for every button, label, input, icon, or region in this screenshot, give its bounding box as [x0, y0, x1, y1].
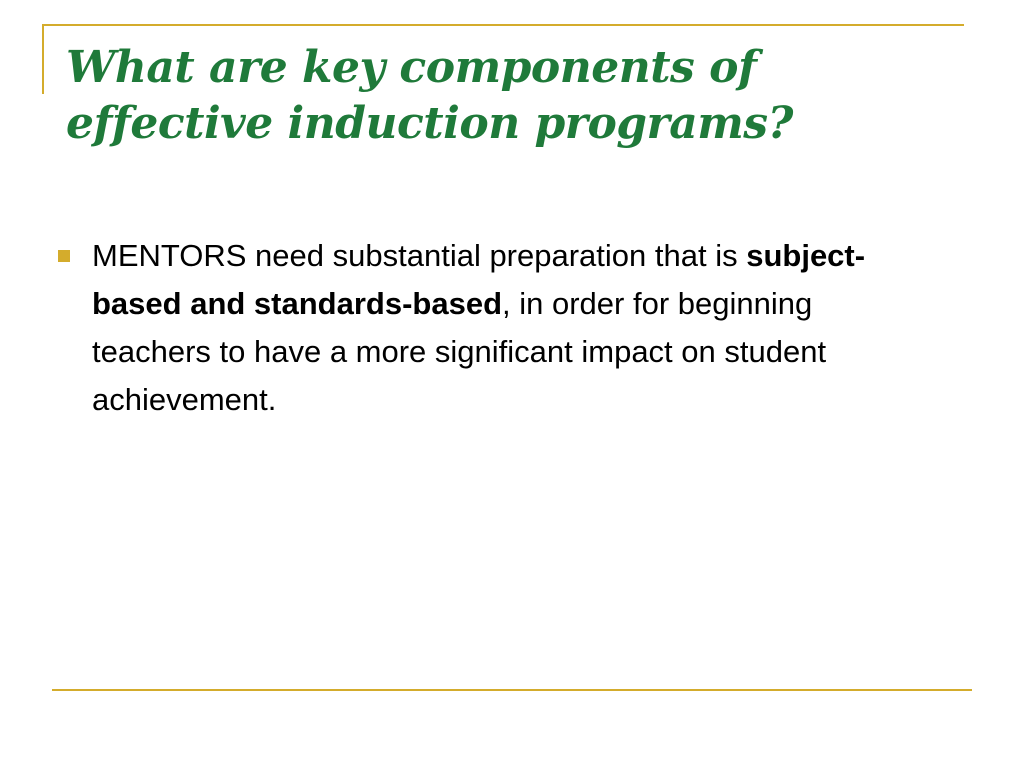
- bullet-item: [56, 232, 916, 424]
- slide-title: [66, 40, 966, 152]
- bullet-text-before: MENTORS need substantial preparation that is: [92, 238, 747, 273]
- frame-left-rule: [42, 24, 44, 94]
- square-bullet-icon: [58, 250, 70, 262]
- bullet-text: [92, 238, 865, 417]
- title-line-2: effective induction programs?: [66, 98, 793, 149]
- slide-content: [56, 232, 916, 424]
- title-line-1: What are key components of: [66, 42, 757, 93]
- bullet-text-bold: subject-based and standards-based: [92, 238, 866, 321]
- bullet-text-after: , in order for beginning teachers to have a more significant impact on student achievement.: [92, 286, 827, 417]
- frame-top-rule: [42, 24, 964, 26]
- frame-bottom-rule: [52, 689, 972, 691]
